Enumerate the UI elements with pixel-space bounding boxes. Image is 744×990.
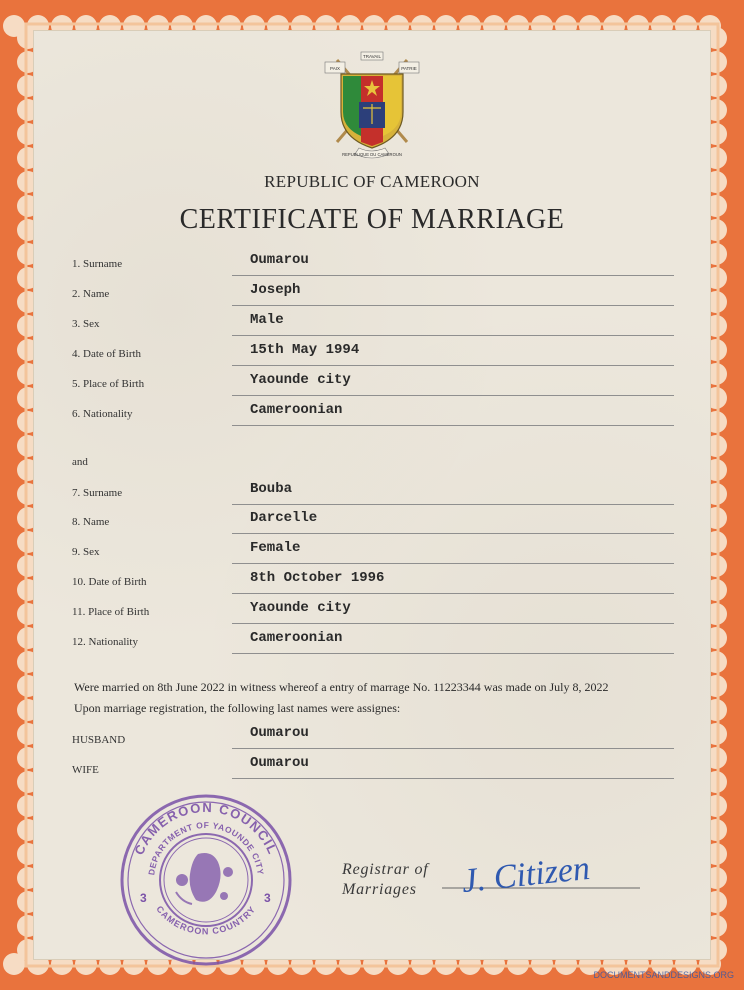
field-nationality-1 [72, 402, 674, 426]
field-value: 15th May 1994 [250, 342, 360, 358]
marriage-statement-line1: Were married on 8th June 2022 in witness whereof a entry of marrage No. 11223344 was made on July 8, 2022 [74, 680, 609, 694]
field-underline [232, 275, 674, 276]
field-label: 9. Sex [72, 546, 100, 558]
field-nationality-2 [72, 630, 674, 654]
crest-motto-right: PATRIE [401, 66, 417, 71]
field-value: Oumarou [250, 755, 309, 771]
field-name-2 [72, 510, 674, 534]
field-place-of-birth-2 [72, 600, 674, 624]
field-label: WIFE [72, 764, 99, 776]
field-label: 2. Name [72, 288, 110, 300]
field-date-of-birth-1 [72, 342, 674, 366]
field-label: 7. Surname [72, 487, 123, 499]
field-label: 11. Place of Birth [72, 606, 150, 618]
field-underline [232, 395, 674, 396]
field-underline [232, 533, 674, 534]
field-value: 8th October 1996 [250, 570, 385, 586]
field-value: Oumarou [250, 725, 309, 741]
council-seal-stamp [118, 792, 294, 968]
field-wife-last-name [72, 755, 674, 779]
field-place-of-birth-1 [72, 372, 674, 396]
field-underline [232, 365, 674, 366]
field-value: Joseph [250, 282, 301, 298]
field-sex-2 [72, 540, 674, 564]
field-surname-1 [72, 252, 674, 276]
field-value: Female [250, 540, 301, 556]
conjunction-text: and [72, 456, 88, 468]
field-date-of-birth-2 [72, 570, 674, 594]
field-sex-1 [72, 312, 674, 336]
field-husband-last-name [72, 725, 674, 749]
registrar-label [342, 860, 429, 900]
field-name-1 [72, 282, 674, 306]
watermark-text: DOCUMENTSANDDESIGNS.ORG [593, 970, 734, 980]
crest-ribbon-text: REPUBLIQUE DU CAMEROUN [342, 152, 402, 157]
field-value: Male [250, 312, 284, 328]
field-underline [232, 335, 674, 336]
field-underline [232, 504, 674, 505]
field-value: Cameroonian [250, 630, 343, 646]
field-label: 10. Date of Birth [72, 576, 147, 588]
field-label: HUSBAND [72, 734, 126, 746]
registrar-line1: Registrar of [342, 861, 429, 878]
field-underline [232, 305, 674, 306]
field-label: 3. Sex [72, 318, 100, 330]
field-underline [232, 425, 674, 426]
field-surname-2 [72, 481, 674, 505]
seal-inner-text: DEPARTMENT OF YAOUNDE CITY [146, 819, 266, 876]
seal-bottom-text: CAMEROON COUNTRY [154, 903, 258, 937]
field-value: Yaounde city [250, 600, 351, 616]
crest-motto-left: PAIX [330, 66, 340, 71]
coat-of-arms-emblem [323, 50, 421, 160]
country-heading: REPUBLIC OF CAMEROON [264, 172, 480, 191]
field-value: Cameroonian [250, 402, 343, 418]
field-label: 6. Nationality [72, 408, 133, 420]
field-underline [232, 623, 674, 624]
field-underline [232, 653, 674, 654]
signature-text: J. Citizen [460, 849, 592, 901]
field-value: Bouba [250, 481, 293, 497]
field-underline [232, 748, 674, 749]
field-value: Darcelle [250, 510, 318, 526]
crest-motto-center: TRAVAIL [362, 54, 382, 59]
field-label: 12. Nationality [72, 636, 138, 648]
field-underline [232, 593, 674, 594]
field-label: 1. Surname [72, 258, 123, 270]
marriage-statement-line2: Upon marriage registration, the following last names were assignes: [74, 701, 401, 715]
field-value: Oumarou [250, 252, 309, 268]
field-value: Yaounde city [250, 372, 351, 388]
registrar-signature [440, 838, 640, 910]
field-label: 8. Name [72, 516, 110, 528]
certificate-title: CERTIFICATE OF MARRIAGE [179, 204, 565, 235]
registrar-line2: Marriages [342, 881, 417, 898]
seal-number-right: 3 [264, 891, 271, 905]
field-label: 5. Place of Birth [72, 378, 145, 390]
seal-outer-text: CAMEROON COUNCIL [131, 799, 281, 858]
field-label: 4. Date of Birth [72, 348, 142, 360]
field-underline [232, 563, 674, 564]
field-underline [232, 778, 674, 779]
seal-number-left: 3 [140, 891, 147, 905]
